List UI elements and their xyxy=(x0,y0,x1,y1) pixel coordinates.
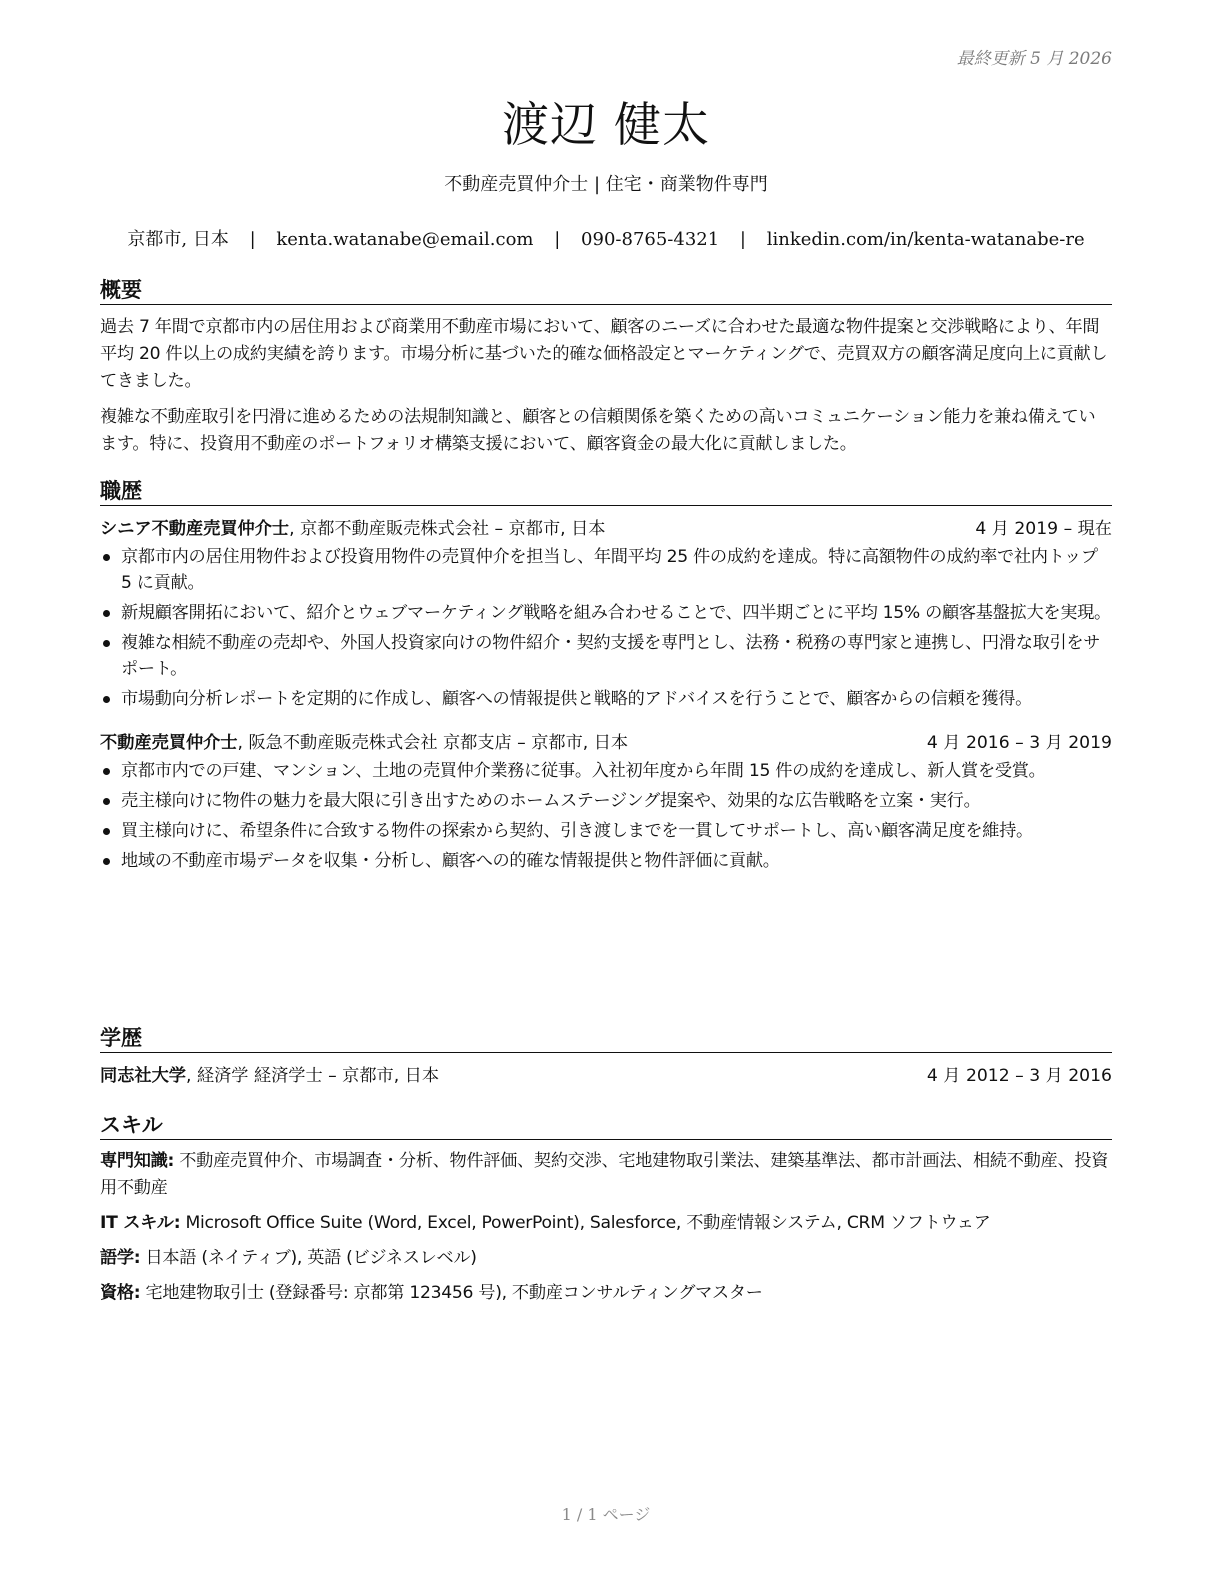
section-title-experience: 職歴 xyxy=(100,479,1112,506)
contact-separator: | xyxy=(554,229,561,250)
skill-label: 専門知識: xyxy=(100,1151,175,1171)
contact-linkedin[interactable]: linkedin.com/in/kenta-watanabe-re xyxy=(766,229,1085,250)
list-item: 京都市内での戸建、マンション、土地の売買仲介業務に従事。入社初年度から年間 15 件の成約を達成し、新人賞を受賞。 xyxy=(100,758,1112,784)
list-item: 新規顧客開拓において、紹介とウェブマーケティング戦略を組み合わせることで、四半期ごとに平均 15% の顧客基盤拡大を実現。 xyxy=(100,600,1112,626)
skill-row xyxy=(100,1148,1112,1202)
summary-paragraph: 過去 7 年間で京都市内の居住用および商業用不動産市場において、顧客のニーズに合わせた最適な物件提案と交渉戦略により、年間平均 20 件以上の成約実績を誇ります。市場分析に基づいた的確な価格設定とマーケティングで、売買双方の顧客満足度向上に貢献してきました。 xyxy=(100,317,1108,391)
tagline: 不動産売買仲介士 | 住宅・商業物件専門 xyxy=(444,174,768,195)
skills-section xyxy=(100,1113,1112,1307)
skill-row xyxy=(100,1280,1112,1307)
list-item: 買主様向けに、希望条件に合致する物件の探索から契約、引き渡しまでを一貫してサポートし、高い顧客満足度を維持。 xyxy=(100,818,1112,844)
job-bullets xyxy=(100,758,1112,874)
job-dates: 4 月 2019 – 現在 xyxy=(975,519,1112,539)
skill-label: IT スキル: xyxy=(100,1213,181,1233)
summary-section xyxy=(100,278,1112,458)
experience-section xyxy=(100,479,1112,878)
contact-separator: | xyxy=(249,229,256,250)
list-item: 複雑な相続不動産の売却や、外国人投資家向けの物件紹介・契約支援を専門とし、法務・税務の専門家と連携し、円滑な取引をサポート。 xyxy=(100,630,1112,682)
job-title-line xyxy=(100,516,605,542)
list-item: 売主様向けに物件の魅力を最大限に引き出すためのホームステージング提案や、効果的な広告戦略を立案・実行。 xyxy=(100,788,1112,814)
job-header xyxy=(100,516,1112,542)
job-title-line xyxy=(100,730,628,756)
education-line xyxy=(100,1063,439,1089)
skill-value: 日本語 (ネイティブ), 英語 (ビジネスレベル) xyxy=(140,1248,477,1268)
section-title-skills: スキル xyxy=(100,1113,1112,1140)
summary-paragraph: 複雑な不動産取引を円滑に進めるための法規制知識と、顧客との信頼関係を築くための高いコミュニケーション能力を兼ね備えています。特に、投資用不動産のポートフォリオ構築支援において、顧客資金の最大化に貢献しました。 xyxy=(100,407,1096,454)
skill-label: 資格: xyxy=(100,1283,141,1303)
list-item: 地域の不動産市場データを収集・分析し、顧客への的確な情報提供と物件評価に貢献。 xyxy=(100,848,1112,874)
job-bullets xyxy=(100,544,1112,712)
job-company: , 京都不動産販売株式会社 – 京都市, 日本 xyxy=(289,519,606,539)
skill-row xyxy=(100,1245,1112,1272)
last-updated: 最終更新 5 月 2026 xyxy=(956,49,1112,69)
page-indicator: 1 / 1 ページ xyxy=(561,1505,651,1524)
skill-value: Microsoft Office Suite (Word, Excel, PowerPoint), Salesforce, 不動産情報システム, CRM ソフトウェア xyxy=(180,1213,991,1233)
education-section xyxy=(100,1026,1112,1089)
skill-label: 語学: xyxy=(100,1248,141,1268)
job-company: , 阪急不動産販売株式会社 京都支店 – 京都市, 日本 xyxy=(237,733,629,753)
contact-phone[interactable]: 090-8765-4321 xyxy=(581,229,720,250)
skill-value: 宅地建物取引士 (登録番号: 京都第 123456 号), 不動産コンサルティングマスター xyxy=(140,1283,763,1303)
school-name: 同志社大学 xyxy=(100,1066,186,1086)
job-role: 不動産売買仲介士 xyxy=(100,733,238,753)
education-detail: , 経済学 経済学士 – 京都市, 日本 xyxy=(185,1066,440,1086)
contact-email[interactable]: kenta.watanabe@email.com xyxy=(276,229,534,250)
section-title-education: 学歴 xyxy=(100,1026,1112,1053)
candidate-name: 渡辺 健太 xyxy=(502,98,710,153)
skill-row xyxy=(100,1210,1112,1237)
list-item: 京都市内の居住用物件および投資用物件の売買仲介を担当し、年間平均 25 件の成約を達成。特に高額物件の成約率で社内トップ 5 に貢献。 xyxy=(100,544,1112,596)
job-dates: 4 月 2016 – 3 月 2019 xyxy=(926,733,1112,753)
contact-location: 京都市, 日本 xyxy=(127,229,229,250)
contact-separator: | xyxy=(739,229,746,250)
education-dates: 4 月 2012 – 3 月 2016 xyxy=(926,1066,1112,1086)
list-item: 市場動向分析レポートを定期的に作成し、顧客への情報提供と戦略的アドバイスを行うことで、顧客からの信頼を獲得。 xyxy=(100,686,1112,712)
job-role: シニア不動産売買仲介士 xyxy=(100,519,290,539)
resume-page xyxy=(100,0,1112,1584)
education-entry xyxy=(100,1063,1112,1089)
section-title-summary: 概要 xyxy=(100,278,1112,305)
contact-line xyxy=(100,225,1112,251)
skill-value: 不動産売買仲介、市場調査・分析、物件評価、契約交渉、宅地建物取引業法、建築基準法、都市計画法、相続不動産、投資用不動産 xyxy=(100,1151,1109,1198)
job-header xyxy=(100,730,1112,756)
